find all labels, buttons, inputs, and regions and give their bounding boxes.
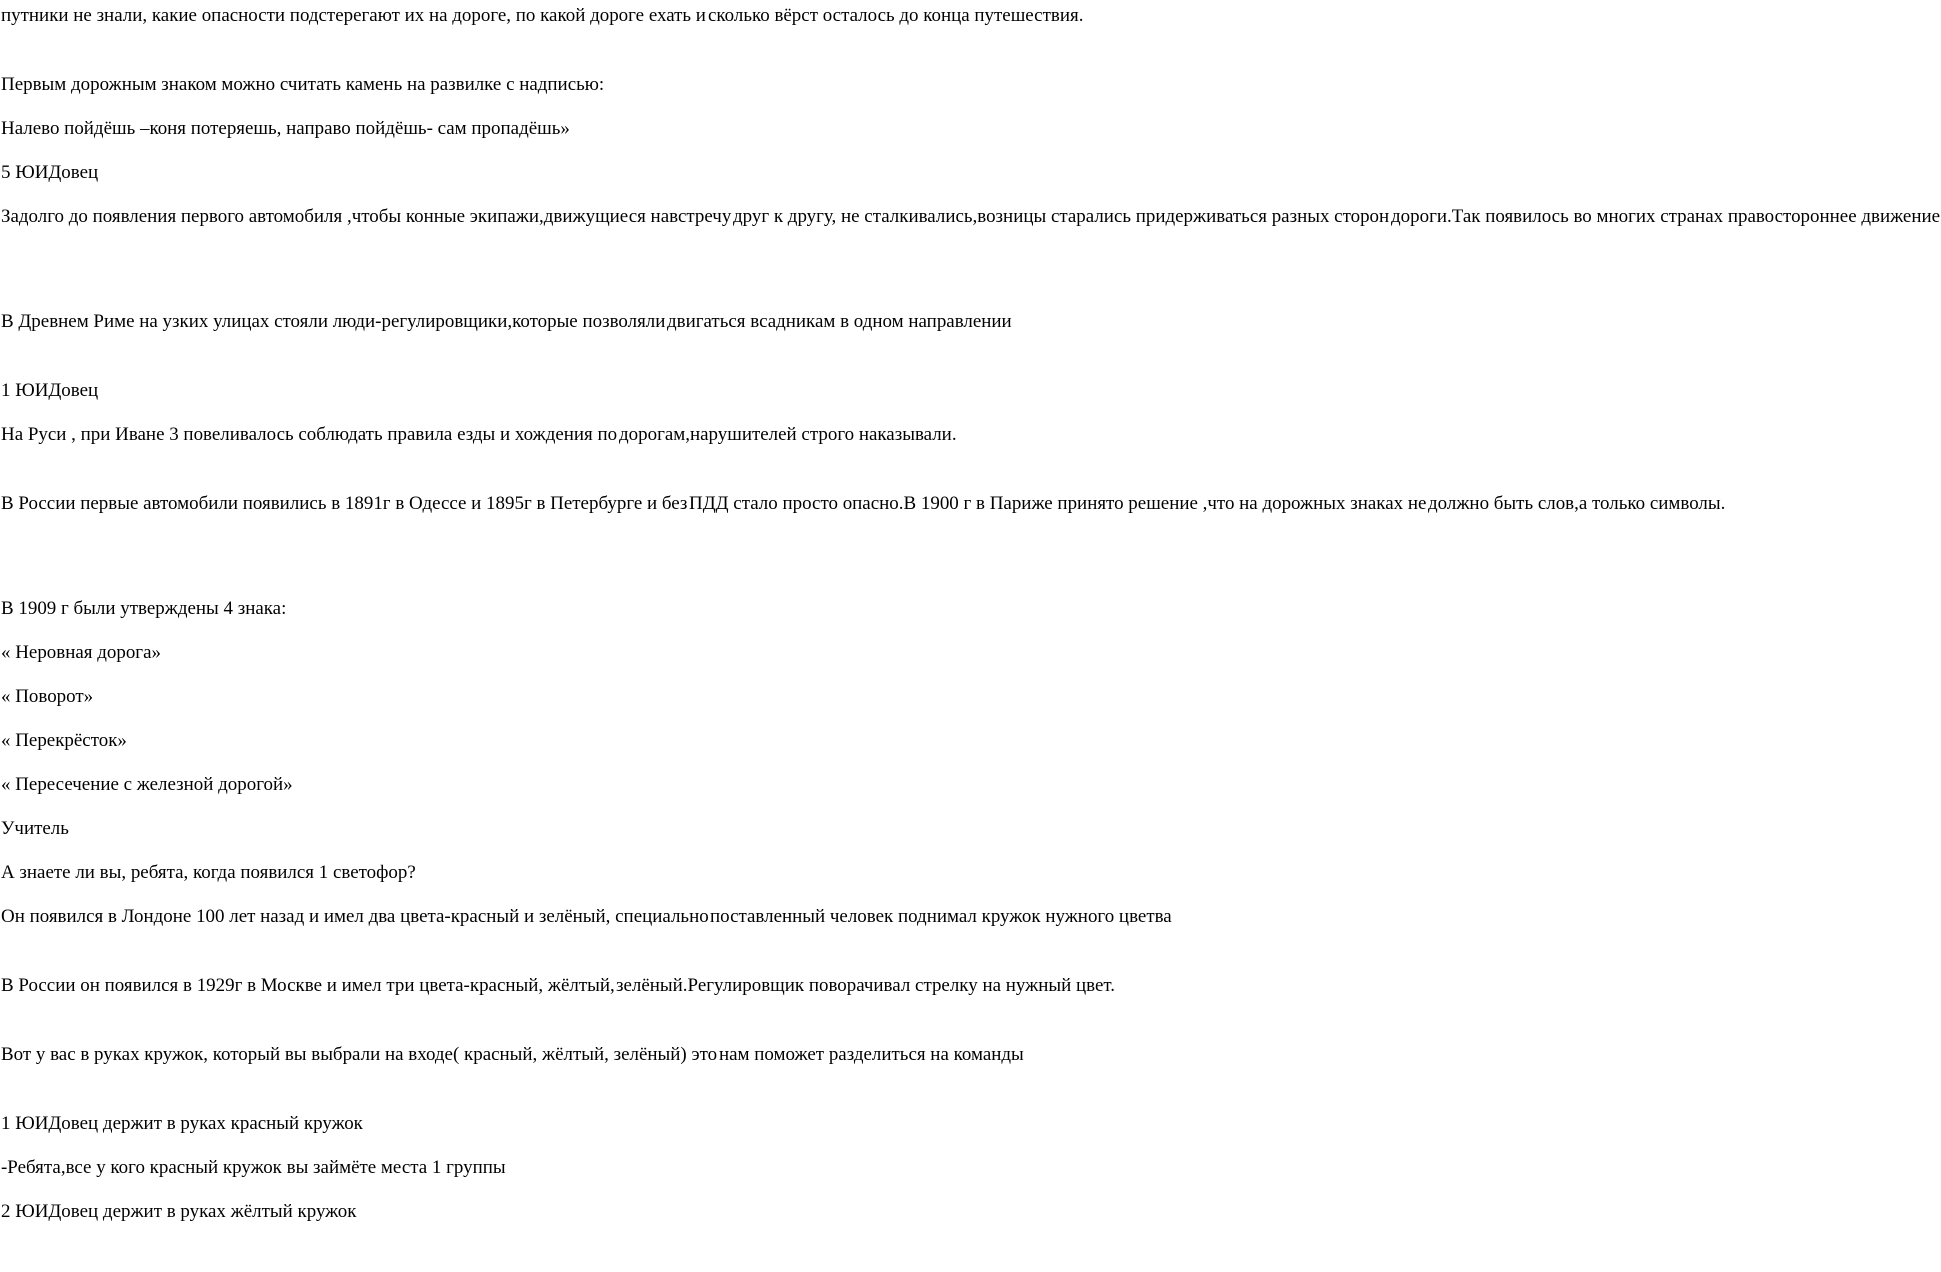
text-line: 2 ЮИДовец держит в руках жёлтый кружок [1, 1201, 357, 1222]
text-line: поставленный человек поднимал кружок нужного цветва [710, 906, 1173, 927]
paragraph [1, 117, 816, 142]
paragraph [1, 685, 816, 710]
text-line: друг к другу, не сталкивались,возницы старались придерживаться разных сторон [733, 206, 1390, 227]
text-line: На Руси , при Иване 3 повеливалось соблюдать правила езды и хождения по [1, 424, 618, 445]
text-line: 1 ЮИДовец [1, 380, 99, 401]
paragraph [1, 641, 816, 666]
paragraph [1, 161, 816, 186]
text-line: сколько вёрст осталось до конца путешествия. [707, 5, 1084, 26]
text-line: В 1909 г были утверждены 4 знака: [1, 598, 287, 619]
text-line: дороги.Так появилось во многих странах правостороннее движение [1390, 206, 1940, 227]
paragraph [1, 597, 816, 622]
text-line: должно быть слов,а только символы. [1428, 493, 1726, 514]
text-line: « Пересечение с железной дорогой» [1, 774, 293, 795]
paragraph [1, 905, 1173, 930]
text-line: « Неровная дорога» [1, 642, 161, 663]
text-line: Налево пойдёшь –коня потеряешь, направо пойдёшь- сам пропадёшь» [1, 118, 570, 139]
paragraph [1, 729, 816, 754]
paragraph [1, 379, 816, 404]
text-line: 5 ЮИДовец [1, 162, 99, 183]
paragraph [1, 817, 816, 842]
text-line: Первым дорожным знаком можно считать камень на развилке с надписью: [1, 74, 605, 95]
text-line: Учитель [1, 818, 69, 839]
paragraph [1, 423, 957, 448]
text-line: В России первые автомобили появились в 1891г в Одессе и 1895г в Петербурге и без [1, 493, 688, 514]
paragraph [1, 1156, 816, 1181]
text-line: Вот у вас в руках кружок, который вы выбрали на входе( красный, жёлтый, зелёный) это [1, 1044, 718, 1065]
text-line: « Поворот» [1, 686, 94, 707]
paragraph [1, 73, 816, 98]
paragraph [1, 1043, 1024, 1068]
text-line: нам поможет разделиться на команды [718, 1044, 1024, 1065]
paragraph [1, 773, 816, 798]
text-line: В Древнем Риме на узких улицах стояли люди-регулировщики,которые позволяли [1, 311, 666, 332]
paragraph [1, 4, 1084, 29]
text-line: « Перекрёсток» [1, 730, 127, 751]
text-line: путники не знали, какие опасности подстерегают их на дороге, по какой дороге ехать и [1, 5, 706, 26]
text-line: Он появился в Лондоне 100 лет назад и имел два цвета-красный и зелёный, специально [1, 906, 709, 927]
text-line: В России он появился в 1929г в Москве и имел три цвета-красный, жёлтый, [1, 975, 615, 996]
text-line: дорогам,нарушителей строго наказывали. [618, 424, 957, 445]
paragraph [1, 1200, 816, 1225]
paragraph [1, 492, 1726, 517]
paragraph [1, 310, 1012, 335]
paragraph [1, 974, 1116, 999]
text-line: А знаете ли вы, ребята, когда появился 1 светофор? [1, 862, 416, 883]
text-line: -Ребята,все у кого красный кружок вы займёте места 1 группы [1, 1157, 506, 1178]
text-line: 1 ЮИДовец держит в руках красный кружок [1, 1113, 363, 1134]
text-line: ПДД стало просто опасно.В 1900 г в Париже принято решение ,что на дорожных знаках не [689, 493, 1427, 514]
text-line: двигаться всадникам в одном направлении [667, 311, 1012, 332]
paragraph [1, 861, 816, 886]
paragraph [1, 1112, 816, 1137]
text-line: Задолго до появления первого автомобиля ,чтобы конные экипажи,движущиеся навстречу [1, 206, 732, 227]
text-line: зелёный.Регулировщик поворачивал стрелку на нужный цвет. [616, 975, 1116, 996]
paragraph [1, 205, 1940, 230]
